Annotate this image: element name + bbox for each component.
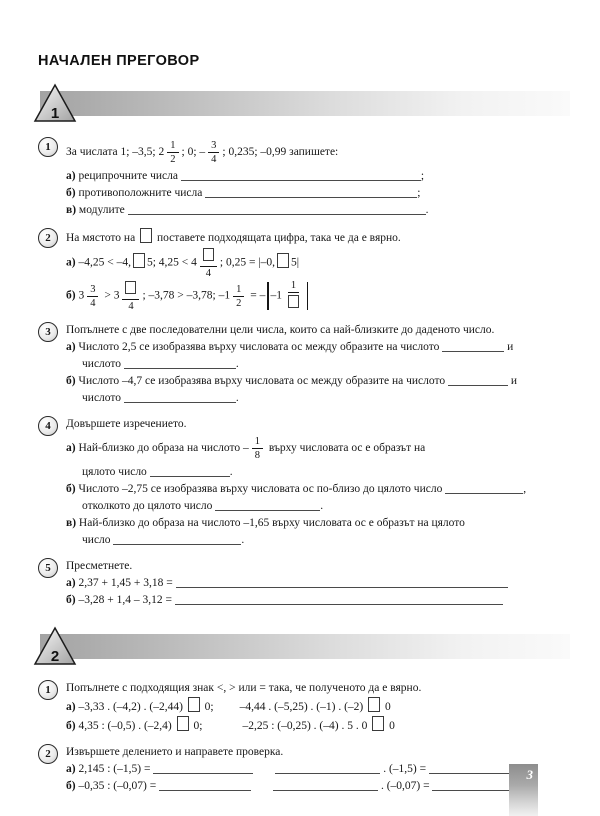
text-run: –0,35 : (–0,07) = (75, 780, 160, 792)
answer-blank (159, 778, 251, 791)
text-run: 0; (201, 701, 214, 713)
exercise-number-badge (38, 137, 58, 157)
text-run: и (507, 375, 517, 387)
fraction-denominator: 4 (128, 301, 134, 312)
text-run: . (425, 204, 429, 216)
item-letter: б) (66, 483, 76, 495)
column-gap (251, 788, 273, 789)
exercise-number: 4 (45, 420, 51, 432)
text-run: модулите (76, 204, 128, 216)
exercise-line (66, 137, 570, 167)
exercise-line (66, 416, 570, 432)
text-run: . (229, 466, 233, 478)
item-letter: а) (66, 256, 76, 269)
exercise-number: 2 (45, 232, 51, 244)
text-run: . (–0,07) = (378, 780, 433, 792)
exercise-line (66, 185, 570, 201)
exercise-1-1 (38, 137, 570, 219)
exercise-number-badge (38, 680, 58, 700)
item-letter: а) (66, 442, 76, 454)
answer-box (203, 248, 214, 261)
item-letter: а) (66, 341, 76, 353)
answer-blank (275, 761, 380, 774)
absolute-value-bar (267, 282, 268, 310)
text-run: ; 0,25 = |–0, (219, 256, 276, 269)
fraction-numerator: 1 (167, 140, 178, 153)
fraction-denominator: 2 (236, 297, 242, 309)
answer-box (288, 295, 299, 308)
text-run: . (–1,5) = (380, 763, 429, 775)
text-run: 2,37 + 1,45 + 3,18 = (75, 577, 176, 589)
text-run: ; 0,235; –0,99 запишете: (222, 146, 339, 158)
section-2 (38, 627, 570, 795)
answer-box (368, 697, 380, 712)
text-run: върху числовата ос е образът на (265, 442, 426, 454)
exercise-line (66, 390, 570, 406)
section-2-header (38, 627, 570, 667)
text-run: реципрочните числа (75, 170, 181, 182)
section-2-triangle-icon (32, 625, 78, 667)
text-run: За числата 1; –3,5; 2 (66, 146, 165, 158)
text-run: 5| (291, 256, 300, 269)
exercise-body (66, 416, 570, 549)
exercise-body (66, 228, 570, 313)
item-letter: б) (66, 289, 76, 302)
item-letter: в) (66, 517, 77, 529)
text-run: 5; 4,25 < 4 (146, 256, 197, 269)
exercise-line (66, 716, 570, 734)
exercise-line (66, 433, 570, 463)
text-run: –3,33 . (–4,2) . (–2,44) (75, 701, 186, 713)
exercise-line (66, 280, 570, 312)
answer-blank (215, 498, 320, 511)
exercise-line (66, 228, 570, 246)
exercise-number-badge (38, 322, 58, 342)
text-run: 3 (75, 289, 85, 302)
answer-blank (124, 356, 236, 369)
text-run: Числото –2,75 се изобразява върху числовата ос по-близо до цялото число (75, 483, 446, 495)
section-1 (38, 84, 570, 609)
text-run: Най-близко до образа на числото – (75, 442, 249, 454)
fraction-denominator: 8 (254, 449, 260, 461)
answer-blank (442, 339, 504, 352)
answer-blank (124, 390, 236, 403)
column-gap (202, 728, 242, 729)
text-run: 0; (190, 720, 203, 732)
section-1-header (38, 84, 570, 124)
text-run: и (504, 341, 514, 353)
text-run: числото (82, 358, 124, 370)
text-run: . (320, 500, 324, 512)
answer-box (372, 716, 384, 731)
text-run: ; (417, 187, 421, 199)
exercise-body (66, 558, 570, 609)
exercise-line (66, 515, 570, 531)
exercise-line (66, 697, 570, 715)
exercise-line (66, 464, 570, 480)
text-run: 0 (386, 720, 395, 732)
exercise-number-badge (38, 558, 58, 578)
text-run: Числото 2,5 се изобразява върху числовата ос между образите на числото (75, 341, 443, 353)
page-number: 3 (526, 767, 533, 782)
text-run: Числото –4,7 се изобразява върху числовата ос между образите на числото (75, 375, 448, 387)
text-run: 2,145 : (–1,5) = (75, 763, 154, 775)
text-run: ; –3,78 > –3,78; –1 (142, 289, 231, 302)
text-run: . (241, 534, 245, 546)
answer-box (188, 697, 200, 712)
text-run: На мястото на (66, 232, 139, 244)
item-letter: а) (66, 763, 76, 775)
text-run: > 3 (101, 289, 120, 302)
absolute-value-bar (307, 282, 308, 310)
text-run: –1 (270, 289, 283, 302)
fraction (122, 280, 139, 312)
exercise-line (66, 339, 570, 355)
exercise-line (66, 558, 570, 574)
text-run: поставете подходящата цифра, така че да е вярно. (154, 232, 401, 244)
exercise-line (66, 498, 570, 514)
fraction-numerator: 1 (252, 436, 263, 449)
item-letter: а) (66, 577, 76, 589)
answer-box (133, 253, 145, 268)
text-run: . (235, 392, 239, 404)
fraction-numerator (122, 280, 139, 300)
item-letter: в) (66, 204, 77, 216)
exercise-number: 5 (45, 562, 51, 574)
text-run: ; 0; – (181, 146, 206, 158)
fraction-denominator: 4 (90, 297, 96, 309)
fraction-numerator: 3 (208, 140, 219, 153)
exercise-number-badge (38, 416, 58, 436)
item-letter: а) (66, 170, 76, 182)
answer-blank (445, 481, 523, 494)
fraction-denominator: 4 (211, 153, 217, 165)
fraction-numerator: 3 (87, 284, 98, 297)
answer-box (140, 228, 152, 243)
exercise-number: 1 (45, 141, 51, 153)
text-run: 4,35 : (–0,5) . (–2,4) (75, 720, 175, 732)
exercise-body (66, 680, 570, 735)
text-run: ; (420, 170, 425, 182)
text-run: Пресметнете. (66, 560, 133, 572)
fraction-numerator (200, 247, 217, 267)
answer-blank (128, 202, 426, 215)
text-run: Попълнете с подходящия знак <, > или = така, че полученото да е вярно. (66, 682, 422, 694)
fraction (252, 436, 263, 461)
exercise-1-5 (38, 558, 570, 609)
section-number: 1 (50, 105, 60, 122)
answer-box (125, 281, 136, 294)
exercise-line (66, 481, 570, 497)
fraction-denominator: 4 (205, 268, 212, 279)
exercise-number-badge (38, 228, 58, 248)
exercise-number: 1 (45, 684, 51, 696)
fraction (167, 140, 178, 165)
answer-blank (175, 592, 503, 605)
item-letter: а) (66, 701, 76, 713)
text-run: цялото число (82, 466, 150, 478)
exercise-line (66, 680, 570, 696)
answer-blank (273, 778, 378, 791)
exercise-body (66, 322, 570, 407)
item-letter: б) (66, 594, 76, 606)
exercise-line (66, 592, 570, 608)
exercise-line (66, 356, 570, 372)
fraction-denominator (285, 293, 302, 312)
page-title: НАЧАЛЕН ПРЕГОВОР (38, 53, 200, 69)
text-run: , (523, 483, 527, 495)
answer-blank (176, 575, 508, 588)
exercise-1-3 (38, 322, 570, 407)
exercise-line (66, 373, 570, 389)
answer-blank (113, 532, 241, 545)
item-letter: б) (66, 720, 76, 732)
text-run: число (82, 534, 114, 546)
section-1-triangle-icon (32, 82, 78, 124)
section-number: 2 (50, 648, 60, 665)
page-number-box (509, 764, 538, 816)
answer-blank (448, 373, 508, 386)
section-2-bar (40, 634, 570, 659)
exercise-number: 3 (45, 326, 51, 338)
exercise-number-badge (38, 744, 58, 764)
exercise-line (66, 778, 570, 794)
column-gap (214, 709, 240, 710)
answer-blank (153, 761, 253, 774)
answer-box (277, 253, 289, 268)
fraction (233, 284, 244, 309)
text-run: Попълнете с две последователни цели числа, които са най-близките до даденото число. (66, 324, 495, 336)
exercise-1-2 (38, 228, 570, 313)
fraction-denominator: 2 (170, 153, 176, 165)
text-run: Най-близко до образа на числото –1,65 върху числовата ос е образът на цялото (76, 517, 465, 529)
text-run: отколкото до цялото число (82, 500, 216, 512)
text-run: 0 (382, 701, 391, 713)
text-run: –2,25 : (–0,25) . (–4) . 5 . 0 (242, 720, 371, 732)
fraction (285, 280, 302, 312)
fraction-numerator: 1 (288, 280, 299, 293)
exercise-1-4 (38, 416, 570, 549)
exercise-line (66, 247, 570, 279)
answer-blank (150, 464, 230, 477)
exercise-line (66, 575, 570, 591)
answer-blank (205, 185, 417, 198)
answer-blank (181, 168, 421, 181)
text-run: . (235, 358, 239, 370)
exercise-line (66, 532, 570, 548)
item-letter: б) (66, 187, 76, 199)
exercise-line (66, 761, 570, 777)
text-run: –3,28 + 1,4 – 3,12 = (75, 594, 175, 606)
fraction (87, 284, 98, 309)
exercise-body (66, 137, 570, 219)
item-letter: б) (66, 375, 76, 387)
fraction-numerator: 1 (233, 284, 244, 297)
exercise-body (66, 744, 570, 795)
column-gap (253, 771, 275, 772)
section-1-bar (40, 91, 570, 116)
item-letter: б) (66, 780, 76, 792)
exercise-2-1 (38, 680, 570, 735)
text-run: = – (247, 289, 266, 302)
exercise-number: 2 (45, 748, 51, 760)
answer-box (177, 716, 189, 731)
exercise-line (66, 168, 570, 184)
text-run: числото (82, 392, 124, 404)
text-run: Извършете делението и направете проверка. (66, 746, 284, 758)
text-run: –4,25 < –4, (75, 256, 131, 269)
text-run: противоположните числа (75, 187, 206, 199)
exercise-line (66, 322, 570, 338)
exercise-2-2 (38, 744, 570, 795)
text-run: –4,44 . (–5,25) . (–1) . (–2) (239, 701, 367, 713)
text-run: Довършете изречението. (66, 418, 187, 430)
exercise-line (66, 202, 570, 218)
exercise-line (66, 744, 570, 760)
fraction (200, 247, 217, 279)
fraction (208, 140, 219, 165)
